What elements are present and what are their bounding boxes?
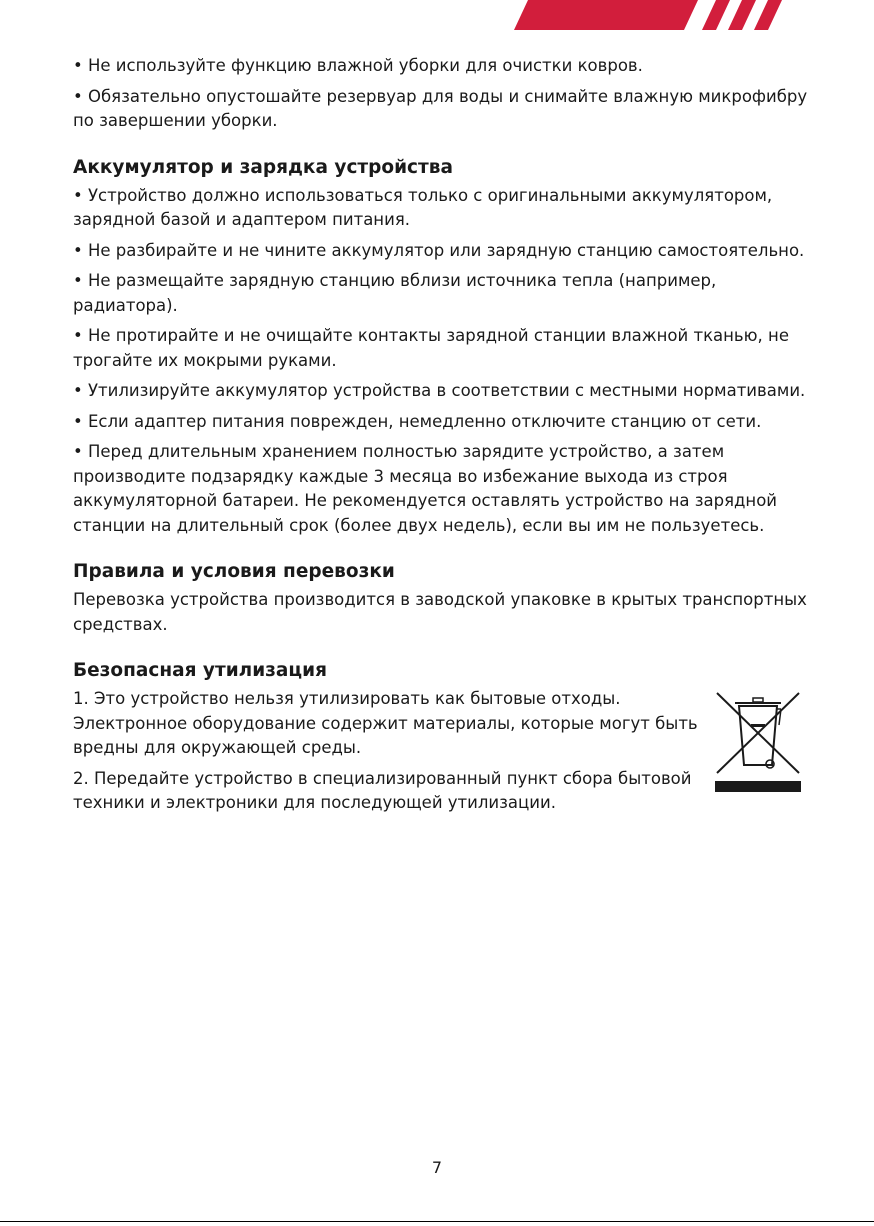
disposal-heading: Безопасная утилизация <box>73 660 327 681</box>
disposal-item-2: 2. Передайте устройство в специализированный пункт сбора бытовой техники и электроники для последующей утилизации. <box>73 768 692 812</box>
intro-item-1: • Не используйте функцию влажной уборки для очистки ковров. <box>73 56 643 75</box>
intro-item-2: • Обязательно опустошайте резервуар для воды и снимайте влажную микрофибру по завершении уборки. <box>73 86 808 130</box>
transport-heading: Правила и условия перевозки <box>73 561 395 582</box>
weee-crossed-bin-icon <box>715 689 801 793</box>
disposal-section <box>73 659 808 816</box>
intro-section <box>73 54 808 134</box>
header-stripes-decoration <box>488 0 788 30</box>
battery-item-3: • Не размещайте зарядную станцию вблизи источника тепла (например, радиатора). <box>73 271 717 315</box>
battery-item-4: • Не протирайте и не очищайте контакты зарядной станции влажной тканью, не трогайте их мокрыми руками. <box>73 326 789 370</box>
battery-item-2: • Не разбирайте и не чините аккумулятор или зарядную станцию самостоятельно. <box>73 240 805 260</box>
battery-heading: Аккумулятор и зарядка устройства <box>73 156 453 178</box>
battery-item-5: • Утилизируйте аккумулятор устройства в соответствии с местными нормативами. <box>73 381 806 400</box>
battery-item-7: • Перед длительным хранением полностью зарядите устройство, а затем производите подзарядку каждые 3 месяца во избежание выхода из строя аккумуляторной батареи. Не рекомендуется оставлять устройство на зарядной станции на длительный срок (более двух недель), если вы им не пользуетесь. <box>73 442 778 535</box>
battery-section <box>73 156 808 539</box>
battery-item-1: • Устройство должно использоваться только с оригинальными аккумулятором, зарядной базой и адаптером питания. <box>73 185 773 229</box>
disposal-item-1: 1. Это устройство нельзя утилизировать как бытовые отходы. Электронное оборудование содержит материалы, которые могут быть вредны для окружающей среды. <box>73 689 698 757</box>
page-number: 7 <box>431 1158 443 1177</box>
transport-section <box>73 560 808 637</box>
bottom-divider <box>0 1221 874 1222</box>
page-content <box>73 54 808 816</box>
battery-item-6: • Если адаптер питания поврежден, немедленно отключите станцию от сети. <box>73 411 762 431</box>
transport-text: Перевозка устройства производится в заводской упаковке в крытых транспортных средствах. <box>73 590 807 634</box>
